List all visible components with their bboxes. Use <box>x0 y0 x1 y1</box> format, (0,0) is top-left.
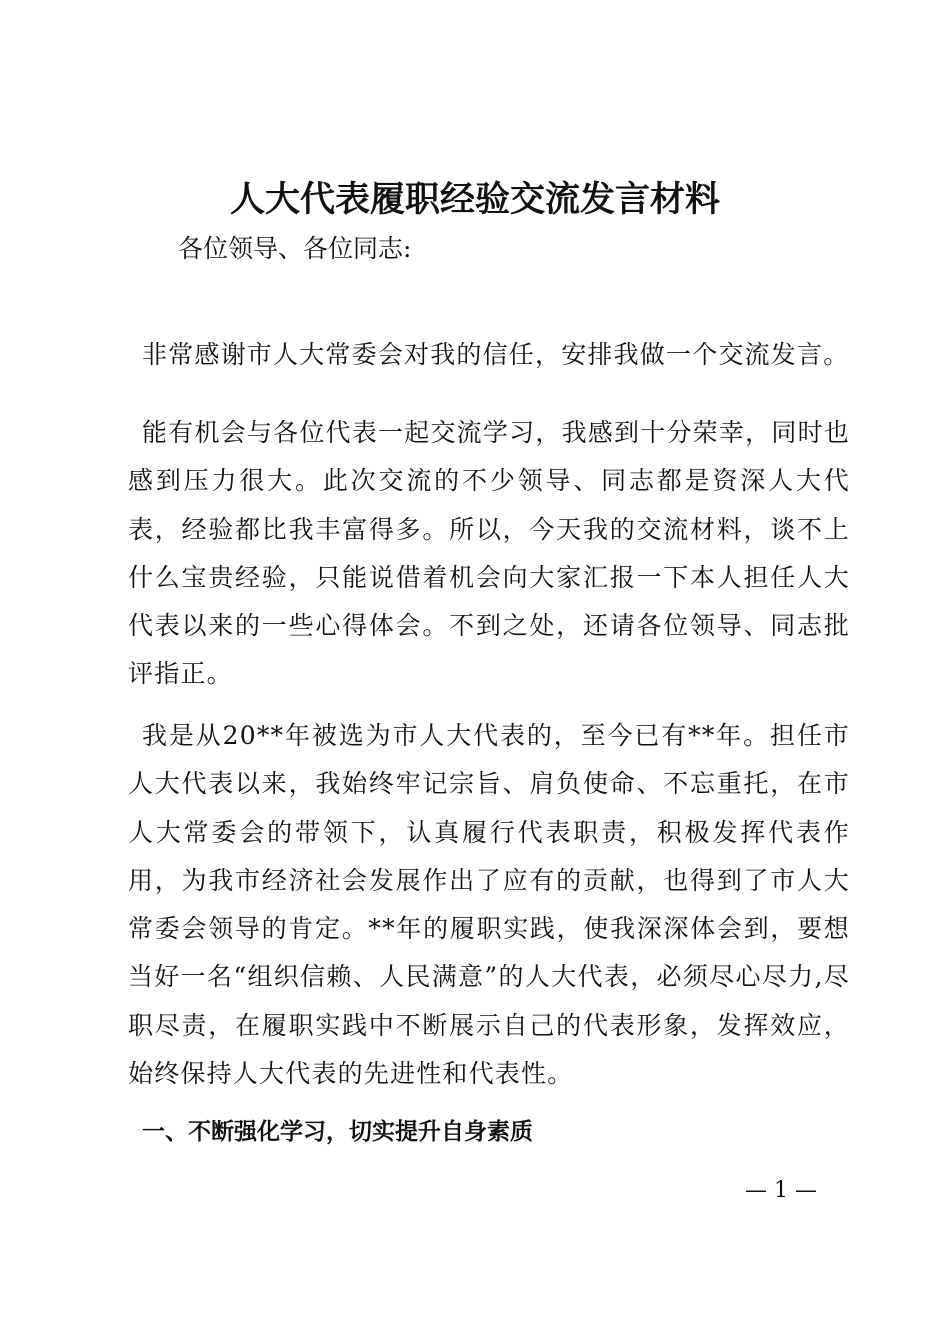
document-title: 人大代表履职经验交流发言材料 <box>229 179 720 220</box>
paragraph-1 <box>128 331 850 379</box>
paragraph-3-text: 我是从20**年被选为市人大代表的，至今已有**年。担任市人大代表以来，我始终牢记宗旨、肩负使命、不忘重托，在市人大常委会的带领下，认真履行代表职责，积极发挥代表作用，为我市经济社会发展作出了应有的贡献，也得到了市人大常委会领导的肯定。**年的履职实践，使我深深体会到，要想当好一名“组织信赖、人民满意”的人大代表，必须尽心尽力,尽职尽责，在履职实践中不断展示自己的代表形象，发挥效应，始终保持人大代表的先进性和代表性。 <box>128 721 850 1089</box>
section-heading: 一、不断强化学习，切实提升自身素质 <box>142 1119 533 1145</box>
paragraph-3 <box>128 712 850 1098</box>
paragraph-2-text: 能有机会与各位代表一起交流学习，我感到十分荣幸，同时也感到压力很大。此次交流的不少领导、同志都是资深人大代表，经验都比我丰富得多。所以，今天我的交流材料，谈不上什么宝贵经验，只能说借着机会向大家汇报一下本人担任人大代表以来的一些心得体会。不到之处，还请各位领导、同志批评指正。 <box>128 418 850 689</box>
page-number: — 1 — <box>745 1178 817 1203</box>
paragraph-2 <box>128 409 850 699</box>
salutation: 各位领导、各位同志: <box>178 234 412 263</box>
paragraph-1-text: 非常感谢市人大常委会对我的信任，安排我做一个交流发言。 <box>142 340 850 369</box>
